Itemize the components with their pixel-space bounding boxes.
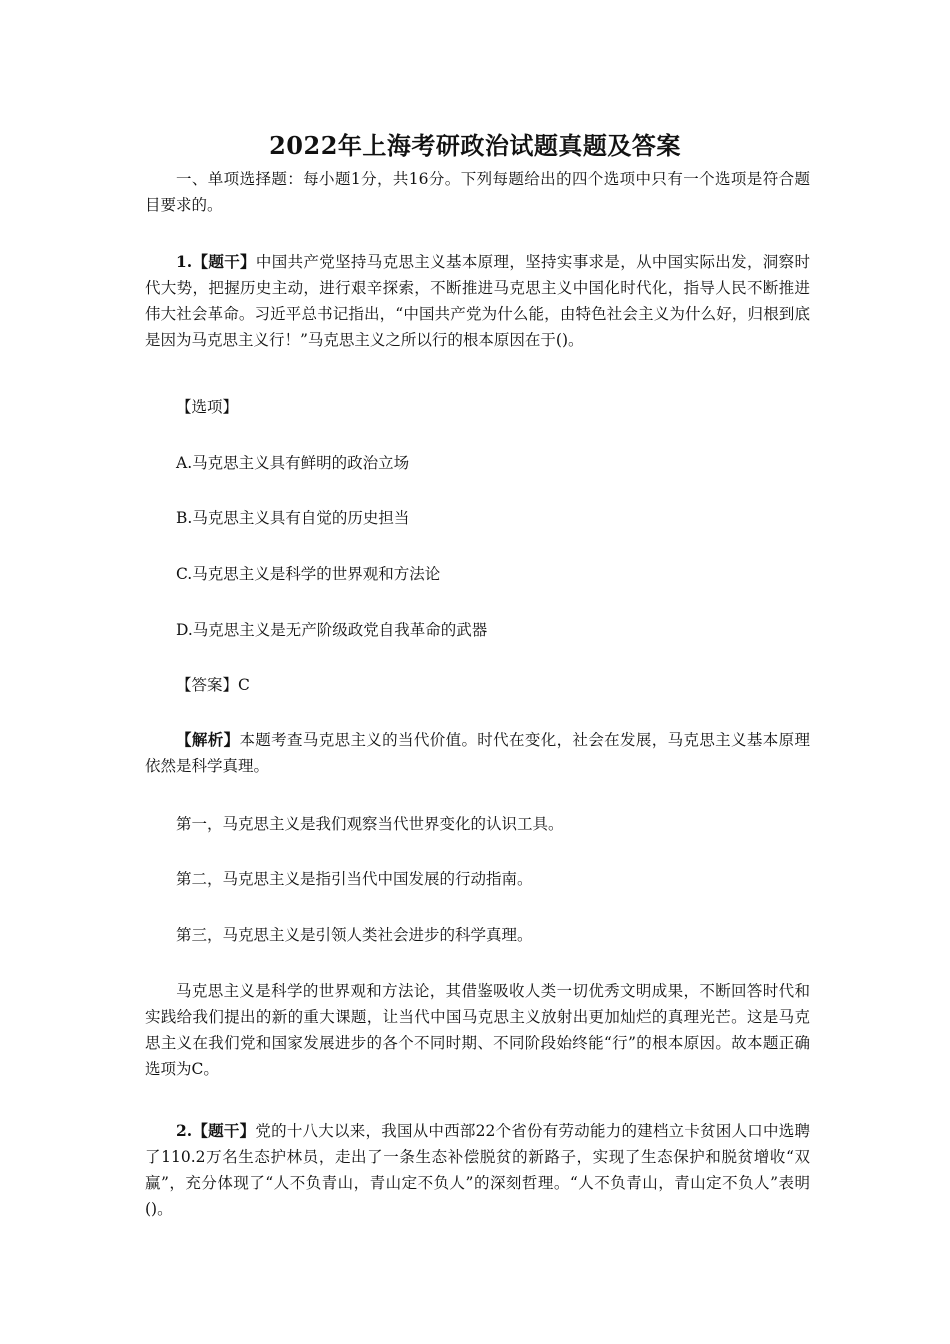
section-intro: 一、单项选择题：每小题1分，共16分。下列每题给出的四个选项中只有一个选项是符合题目要求的。 [145,170,810,214]
question-1-stem [145,249,810,353]
option-b: B.马克思主义具有自觉的历史担当 [176,509,410,527]
option-d: D.马克思主义是无产阶级政党自我革命的武器 [176,621,488,639]
options-label: 【选项】 [176,398,239,416]
question-2-stem [145,1118,810,1222]
question-2-text: 党的十八大以来，我国从中西部22个省份有劳动能力的建档立卡贫困人口中选聘了110.2万名生态护林员，走出了一条生态补偿脱贫的新路子，实现了生态保护和脱贫增收“双赢”，充分体现了“人不负青山，青山定不负人”的深刻哲理。“人不负青山，青山定不负人”表明()。 [145,1122,810,1218]
point-2: 第二，马克思主义是指引当代中国发展的行动指南。 [176,870,533,888]
analysis-label: 【解析】 [176,730,240,749]
point-1: 第一，马克思主义是我们观察当代世界变化的认识工具。 [176,815,564,833]
question-1-text: 中国共产党坚持马克思主义基本原理，坚持实事求是，从中国实际出发，洞察时代大势，把握历史主动，进行艰辛探索，不断推进马克思主义中国化时代化，指导人民不断推进伟大社会革命。习近平总书记指出，“中国共产党为什么能，由特色社会主义为什么好，归根到底是因为马克思主义行！”马克思主义之所以行的根本原因在于()。 [145,253,810,349]
option-c: C.马克思主义是科学的世界观和方法论 [176,565,441,583]
analysis-text: 本题考查马克思主义的当代价值。时代在变化，社会在发展，马克思主义基本原理依然是科学真理。 [145,731,810,775]
analysis [145,727,810,779]
page-title: 2022年上海考研政治试题真题及答案 [269,131,681,160]
question-1-label: 1.【题干】 [176,252,256,271]
point-3: 第三，马克思主义是引领人类社会进步的科学真理。 [176,926,533,944]
option-a: A.马克思主义具有鲜明的政治立场 [176,454,410,472]
answer: 【答案】C [176,676,250,694]
question-2-label: 2.【题干】 [176,1121,256,1140]
conclusion: 马克思主义是科学的世界观和方法论，其借鉴吸收人类一切优秀文明成果，不断回答时代和实践给我们提出的新的重大课题，让当代中国马克思主义放射出更加灿烂的真理光芒。这是马克思主义在我们党和国家发展进步的各个不同时期、不同阶段始终能“行”的根本原因。故本题正确选项为C。 [145,982,810,1078]
